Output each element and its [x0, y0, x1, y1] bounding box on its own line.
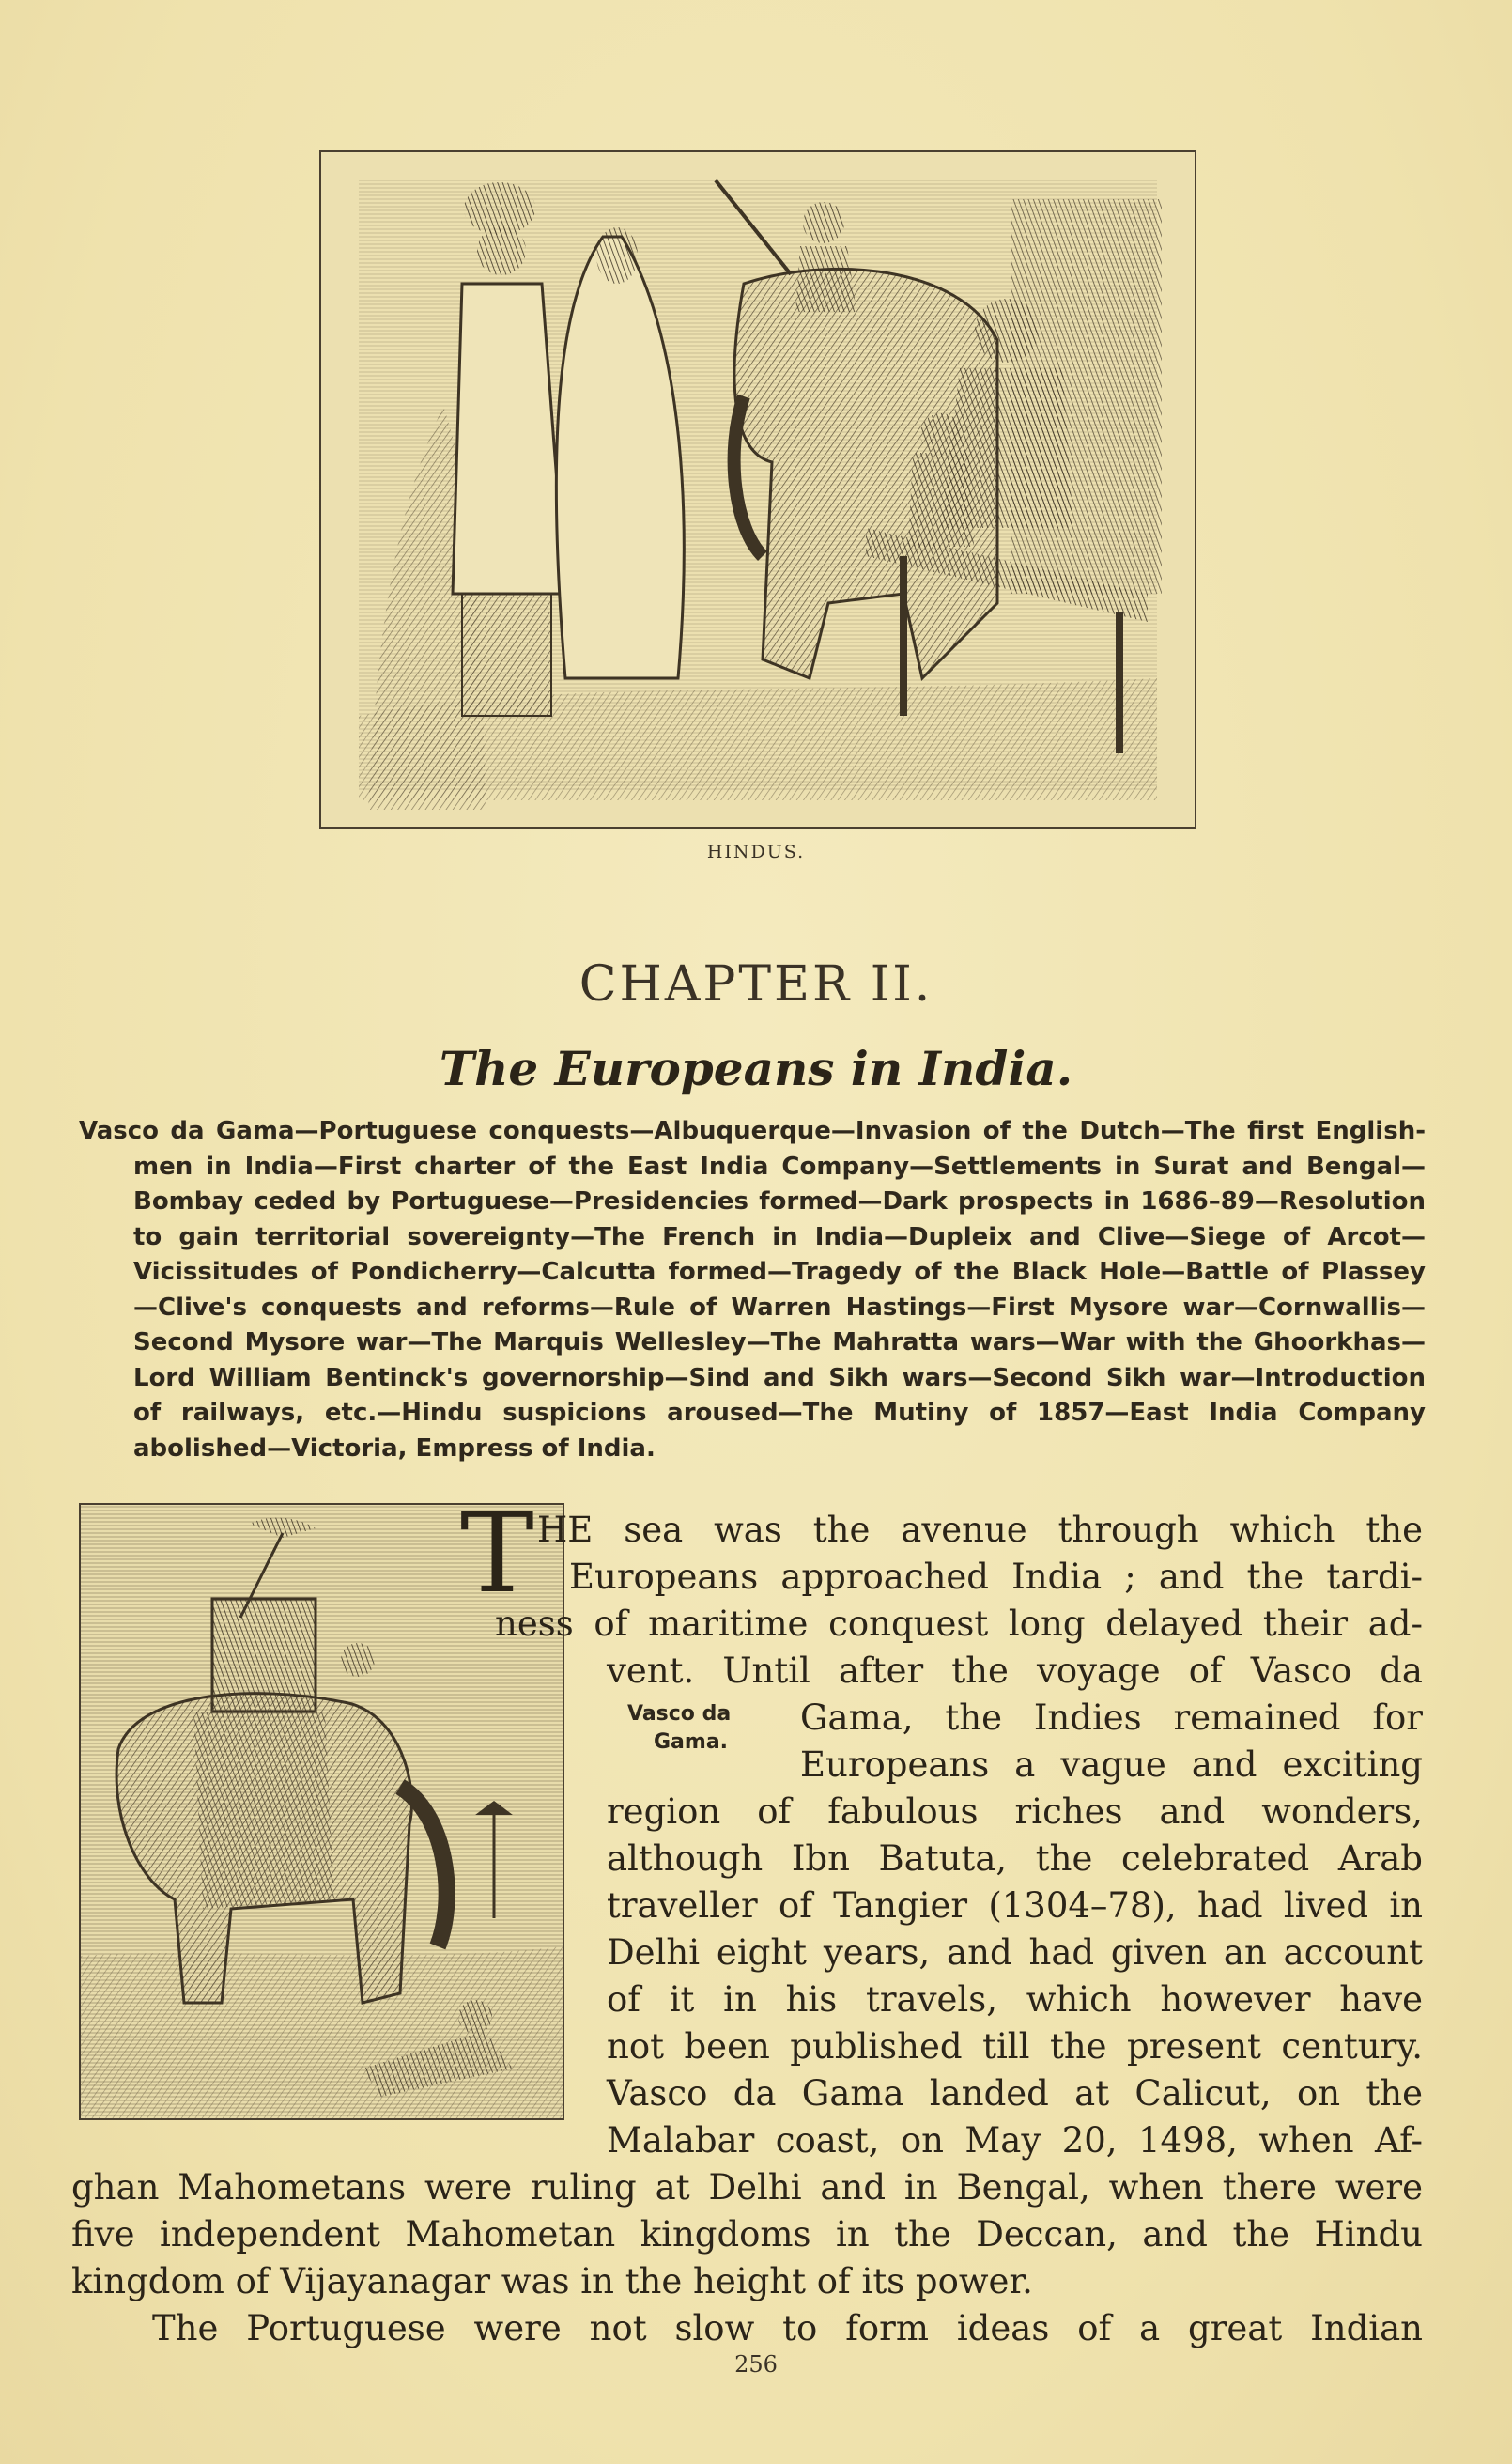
figure-caption: HINDUS. — [706, 842, 806, 862]
summary-line: men in India—First charter of the East India Company—Settlements in Surat and Bengal— — [133, 1152, 1426, 1181]
margin-note-line: Vasco da — [627, 1702, 732, 1726]
chapter-subtitle: The Europeans in India. — [439, 1041, 1073, 1096]
summary-line: Vicissitudes of Pondicherry—Calcutta formed—Tragedy of the Black Hole—Battle of Plassey — [133, 1258, 1426, 1286]
summary-line: of railways, etc.—Hindu suspicions aroused—The Mutiny of 1857—East India Company — [133, 1399, 1426, 1427]
body-line: traveller of Tangier (1304–78), had lived in — [607, 1885, 1423, 1926]
body-line: of it in his travels, which however have — [607, 1979, 1423, 2020]
summary-line: to gain territorial sovereignty—The French in India—Dupleix and Clive—Siege of Arcot— — [133, 1222, 1426, 1251]
summary-line: Lord William Bentinck's governorship—Sind and Sikh wars—Second Sikh war—Introduction — [133, 1363, 1426, 1392]
chapter-title: CHAPTER II. — [579, 956, 933, 1013]
body-line: region of fabulous riches and wonders, — [607, 1791, 1423, 1832]
summary-line: Vasco da Gama—Portuguese conquests—Albuquerque—Invasion of the Dutch—The first English- — [79, 1117, 1426, 1145]
page-number: 256 — [734, 2351, 778, 2378]
body-line: Delhi eight years, and had given an account — [607, 1932, 1423, 1973]
body-line: kingdom of Vijayanagar was in the height of its power. — [71, 2261, 1033, 2301]
body-line: ghan Mahometans were ruling at Delhi and in Bengal, when there were — [71, 2167, 1423, 2208]
summary-line: abolished—Victoria, Empress of India. — [133, 1433, 656, 1463]
margin-note-line: Gama. — [654, 1730, 729, 1754]
body-line: Gama, the Indies remained for — [800, 1697, 1423, 1738]
margin-note — [627, 1700, 731, 1757]
body-line: HE sea was the avenue through which the — [537, 1510, 1423, 1550]
body-line: The Portuguese were not slow to form ideas of a great Indian — [152, 2308, 1423, 2348]
summary-line: Second Mysore war—The Marquis Wellesley—The Mahratta wars—War with the Ghoorkhas— — [133, 1328, 1426, 1356]
drop-cap: T — [460, 1488, 534, 1618]
summary-line: —Clive's conquests and reforms—Rule of Warren Hastings—First Mysore war—Cornwallis— — [133, 1293, 1426, 1322]
body-line: Europeans approached India ; and the tardi- — [569, 1557, 1423, 1597]
body-line: not been published till the present century. — [607, 2026, 1423, 2067]
body-line: ness of maritime conquest long delayed their ad- — [495, 1604, 1423, 1644]
body-line: although Ibn Batuta, the celebrated Arab — [607, 1838, 1423, 1879]
body-line: vent. Until after the voyage of Vasco da — [607, 1650, 1423, 1691]
body-line: Europeans a vague and exciting — [800, 1744, 1423, 1785]
body-line: Vasco da Gama landed at Calicut, on the — [607, 2073, 1423, 2114]
body-line: Malabar coast, on May 20, 1498, when Af- — [607, 2120, 1423, 2161]
summary-line: Bombay ceded by Portuguese—Presidencies formed—Dark prospects in 1686–89—Resolution — [133, 1187, 1426, 1216]
body-line: five independent Mahometan kingdoms in the Deccan, and the Hindu — [71, 2214, 1423, 2255]
